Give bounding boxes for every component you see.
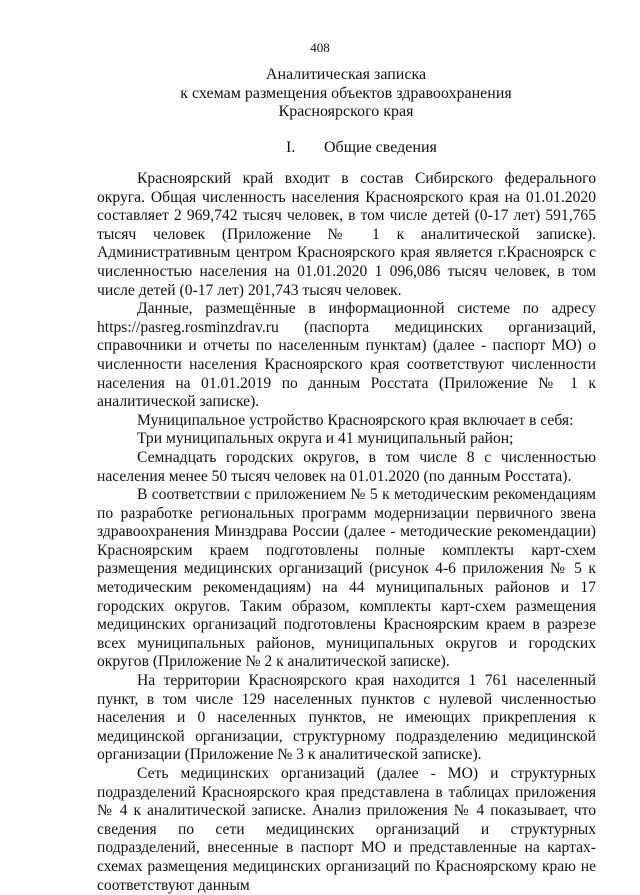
document-body: [97, 170, 596, 895]
paragraph: Муниципальное устройство Красноярского края включает в себя:: [137, 411, 574, 429]
title-line-2: к схемам размещения объектов здравоохранения: [180, 84, 512, 102]
paragraph: Красноярский край входит в состав Сибирского федерального округа. Общая численность населения Красноярского края на 01.01.2020 составляет 2 969,742 тысяч человек, в том числе детей (0-17 лет) 591,765 тысяч человек (Приложение № 1 к аналитической записке). Административным центром Красноярского края является г.Красноярск с численностью населения на 01.01.2020 1 096,086 тысяч человек, в том числе детей (0-17 лет) 201,743 тысяч человек.: [97, 170, 596, 299]
list-item: Три муниципальных округа и 41 муниципальный район;: [137, 430, 514, 448]
paragraph: В соответствии с приложением № 5 к методическим рекомендациям по разработке региональных программ модернизации первичного звена здравоохранения Минздрава России (далее - методические рекомендации) Красноярским краем подготовлены полные комплекты карт-схем размещения медицинских организаций (рисунок 4-6 приложения № 5 к методическим рекомендациям) на 44 муниципальных районов и 17 городских округов. Таким образом, комплекты карт-схем размещения медицинских организаций подготовлены Красноярским краем в разрезе всех муниципальных районов, муниципальных округов и городских округов (Приложение № 2 к аналитической записке).: [97, 486, 596, 671]
section-title: Общие сведения: [324, 139, 437, 156]
document-title: [96, 66, 596, 122]
title-line-3: Красноярского края: [278, 103, 414, 120]
paragraph: Данные, размещённые в информационной системе по адресу https://pasreg.rosminzdrav.ru (паспорта медицинских организаций, справочники и отчеты по населенным пунктам) (далее - паспорт МО) о численности населения Красноярского края соответствуют численности населения на 01.01.2019 по данным Росстата (Приложение № 1 к аналитической записке).: [97, 300, 596, 411]
paragraph: На территории Красноярского края находится 1 761 населенный пункт, в том числе 129 населенных пунктов с нулевой численностью населения и 0 населенных пунктов, не имеющих прикрепления к медицинской организации, структурному подразделению медицинской организации (Приложение № 3 к аналитической записке).: [97, 672, 596, 764]
page-number: 408: [310, 40, 330, 55]
paragraph: Сеть медицинских организаций (далее - МО) и структурных подразделений Красноярского края представлена в таблицах приложения № 4 к аналитической записке. Анализ приложения № 4 показывает, что сведения по сети медицинских организаций и структурных подразделений, внесенные в паспорт МО и представленные на картах-схемах размещения медицинских организаций по Красноярскому краю не соответствуют данным: [97, 765, 596, 894]
list-item: Семнадцать городских округов, в том числе 8 с численностью населения менее 50 тысяч человек на 01.01.2020 (по данным Росстата).: [97, 448, 596, 485]
section-number: I.: [286, 139, 296, 156]
title-line-1: Аналитическая записка: [265, 66, 427, 83]
